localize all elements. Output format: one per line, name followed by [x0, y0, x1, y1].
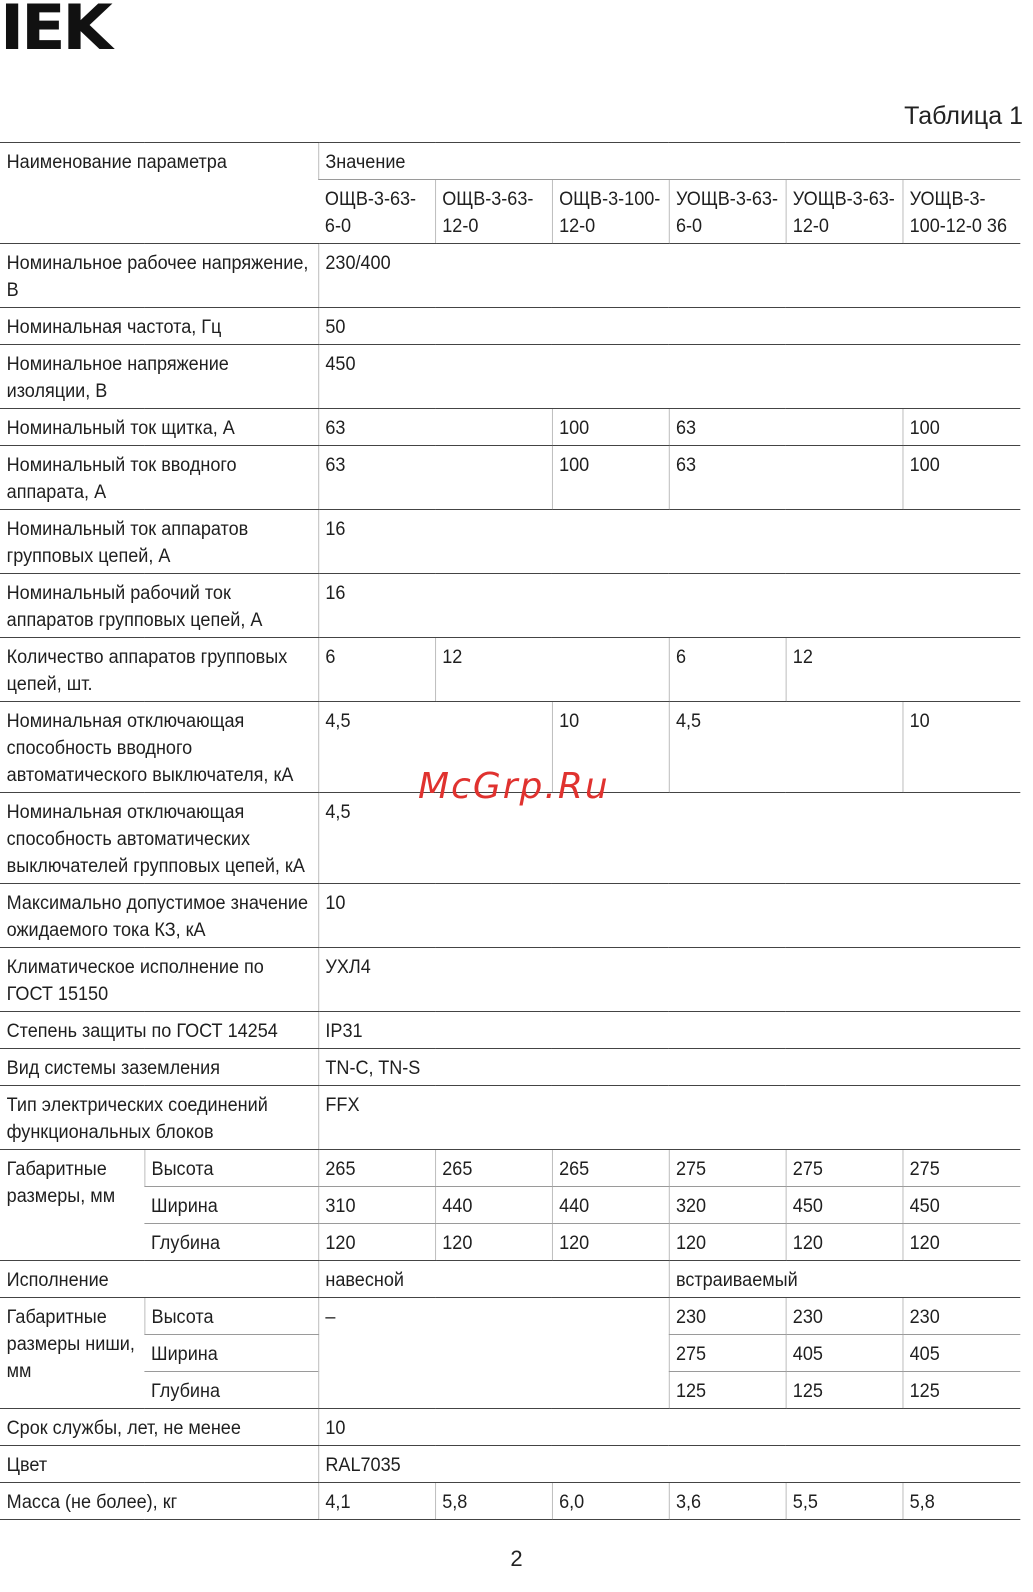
- cell: 120: [786, 1224, 903, 1261]
- row-label: Цвет: [0, 1446, 318, 1483]
- row-label: Номинальное напряжение изоляции, В: [0, 345, 318, 409]
- table-row: [0, 1409, 1020, 1446]
- header-value: Значение: [318, 143, 1020, 180]
- table-caption: Таблица 1: [904, 102, 1023, 130]
- cell: 440: [552, 1187, 669, 1224]
- row-value: 16: [318, 510, 1020, 574]
- row-label: Номинальный рабочий ток аппаратов групповых цепей, А: [0, 574, 318, 638]
- sub-label: Глубина: [144, 1372, 318, 1409]
- row-label: Номинальное рабочее напряжение, В: [0, 244, 318, 308]
- row-value: 450: [318, 345, 1020, 409]
- table-row: [0, 345, 1020, 409]
- row-value: 100: [903, 446, 1021, 510]
- cell: 125: [786, 1372, 903, 1409]
- header-row: [0, 143, 1020, 180]
- cell: 450: [903, 1187, 1021, 1224]
- table-row: [0, 244, 1020, 308]
- row-value: 63: [318, 446, 552, 510]
- watermark-text: McGrp.Ru: [418, 766, 610, 807]
- cell: 405: [786, 1335, 903, 1372]
- row-value: 10: [552, 702, 669, 793]
- row-label: Тип электрических соединений функциональных блоков: [0, 1086, 318, 1150]
- sub-label: Глубина: [144, 1224, 318, 1261]
- row-label: Исполнение: [0, 1261, 318, 1298]
- row-label: Количество аппаратов групповых цепей, шт.: [0, 638, 318, 702]
- row-label: Степень защиты по ГОСТ 14254: [0, 1012, 318, 1049]
- row-value: 4,5: [669, 702, 903, 793]
- row-label: Срок службы, лет, не менее: [0, 1409, 318, 1446]
- row-value: 6: [669, 638, 786, 702]
- row-value: 4,5: [318, 702, 552, 793]
- row-label: Номинальная отключающая способность вводного автоматического выключателя, кА: [0, 702, 318, 793]
- table-row: [0, 446, 1020, 510]
- cell: 5,5: [786, 1483, 903, 1520]
- cell: 5,8: [903, 1483, 1021, 1520]
- table-row: [0, 409, 1020, 446]
- cell: 6,0: [552, 1483, 669, 1520]
- model-name: УОЩВ-3-63-6-0: [669, 180, 786, 244]
- cell: 405: [903, 1335, 1021, 1372]
- row-value: IP31: [318, 1012, 1020, 1049]
- model-name: ОЩВ-3-100-12-0: [552, 180, 669, 244]
- model-name: УОЩВ-3-63-12-0: [786, 180, 903, 244]
- row-value: 10: [318, 1409, 1020, 1446]
- table-row: [0, 1446, 1020, 1483]
- cell: 275: [669, 1150, 786, 1187]
- niche-dash: –: [318, 1298, 669, 1409]
- table-row: [0, 308, 1020, 345]
- row-value: 100: [552, 446, 669, 510]
- row-value: 100: [552, 409, 669, 446]
- row-value: навесной: [318, 1261, 669, 1298]
- row-value: 4,5: [318, 793, 1020, 884]
- row-value: встраиваемый: [669, 1261, 1021, 1298]
- cell: 310: [318, 1187, 435, 1224]
- row-value: FFX: [318, 1086, 1020, 1150]
- row-value: 63: [318, 409, 552, 446]
- model-name: ОЩВ-3-63-6-0: [318, 180, 435, 244]
- spec-table: [0, 142, 1020, 1520]
- row-label: Максимально допустимое значение ожидаемого тока КЗ, кА: [0, 884, 318, 948]
- row-value: 10: [903, 702, 1021, 793]
- row-label: Номинальный ток вводного аппарата, А: [0, 446, 318, 510]
- row-value: 230/400: [318, 244, 1020, 308]
- cell: 440: [435, 1187, 552, 1224]
- sub-label: Ширина: [144, 1187, 318, 1224]
- cell: 4,1: [318, 1483, 435, 1520]
- table-row: [0, 1150, 1020, 1187]
- table-row: [0, 510, 1020, 574]
- row-value: 16: [318, 574, 1020, 638]
- cell: 265: [552, 1150, 669, 1187]
- cell: 5,8: [435, 1483, 552, 1520]
- table-row: [0, 884, 1020, 948]
- header-param: Наименование параметра: [0, 143, 318, 244]
- sub-label: Высота: [144, 1298, 318, 1335]
- row-label: Номинальный ток аппаратов групповых цепей, А: [0, 510, 318, 574]
- table-row: [0, 574, 1020, 638]
- cell: 120: [435, 1224, 552, 1261]
- cell: 275: [669, 1335, 786, 1372]
- cell: 125: [669, 1372, 786, 1409]
- table-row: [0, 1012, 1020, 1049]
- cell: 120: [903, 1224, 1021, 1261]
- row-value: 100: [903, 409, 1021, 446]
- cell: 120: [552, 1224, 669, 1261]
- table-row: [0, 1261, 1020, 1298]
- cell: 320: [669, 1187, 786, 1224]
- row-value: 12: [786, 638, 1021, 702]
- row-label: Номинальная частота, Гц: [0, 308, 318, 345]
- row-value: 63: [669, 409, 903, 446]
- niche-label: Габаритные размеры ниши, мм: [0, 1298, 144, 1409]
- table-row: [0, 1224, 1020, 1261]
- row-value: 63: [669, 446, 903, 510]
- row-value: 50: [318, 308, 1020, 345]
- model-name: ОЩВ-3-63-12-0: [435, 180, 552, 244]
- row-value: УХЛ4: [318, 948, 1020, 1012]
- page-number: 2: [510, 1546, 523, 1571]
- cell: 120: [669, 1224, 786, 1261]
- cell: 120: [318, 1224, 435, 1261]
- cell: 230: [669, 1298, 786, 1335]
- cell: 265: [435, 1150, 552, 1187]
- row-value: 10: [318, 884, 1020, 948]
- row-value: 12: [435, 638, 669, 702]
- row-label: Номинальный ток щитка, А: [0, 409, 318, 446]
- row-label: Вид системы заземления: [0, 1049, 318, 1086]
- cell: 265: [318, 1150, 435, 1187]
- table-row: [0, 1187, 1020, 1224]
- dimensions-label: Габаритные размеры, мм: [0, 1150, 144, 1261]
- cell: 275: [786, 1150, 903, 1187]
- row-value: TN-C, TN-S: [318, 1049, 1020, 1086]
- sub-label: Ширина: [144, 1335, 318, 1372]
- row-label: Масса (не более), кг: [0, 1483, 318, 1520]
- cell: 450: [786, 1187, 903, 1224]
- cell: 125: [903, 1372, 1021, 1409]
- cell: 275: [903, 1150, 1021, 1187]
- cell: 230: [786, 1298, 903, 1335]
- row-value: 6: [318, 638, 435, 702]
- row-value: RAL7035: [318, 1446, 1020, 1483]
- cell: 3,6: [669, 1483, 786, 1520]
- cell: 230: [903, 1298, 1021, 1335]
- row-label: Климатическое исполнение по ГОСТ 15150: [0, 948, 318, 1012]
- table-row: [0, 1086, 1020, 1150]
- model-name: УОЩВ-3-100-12-0 36: [903, 180, 1021, 244]
- table-row: [0, 1298, 1020, 1335]
- table-row: [0, 1483, 1020, 1520]
- table-row: [0, 948, 1020, 1012]
- table-row: [0, 1049, 1020, 1086]
- sub-label: Высота: [144, 1150, 318, 1187]
- iek-logo: IEK: [0, 0, 110, 64]
- row-label: Номинальная отключающая способность автоматических выключателей групповых цепей, кА: [0, 793, 318, 884]
- table-row: [0, 638, 1020, 702]
